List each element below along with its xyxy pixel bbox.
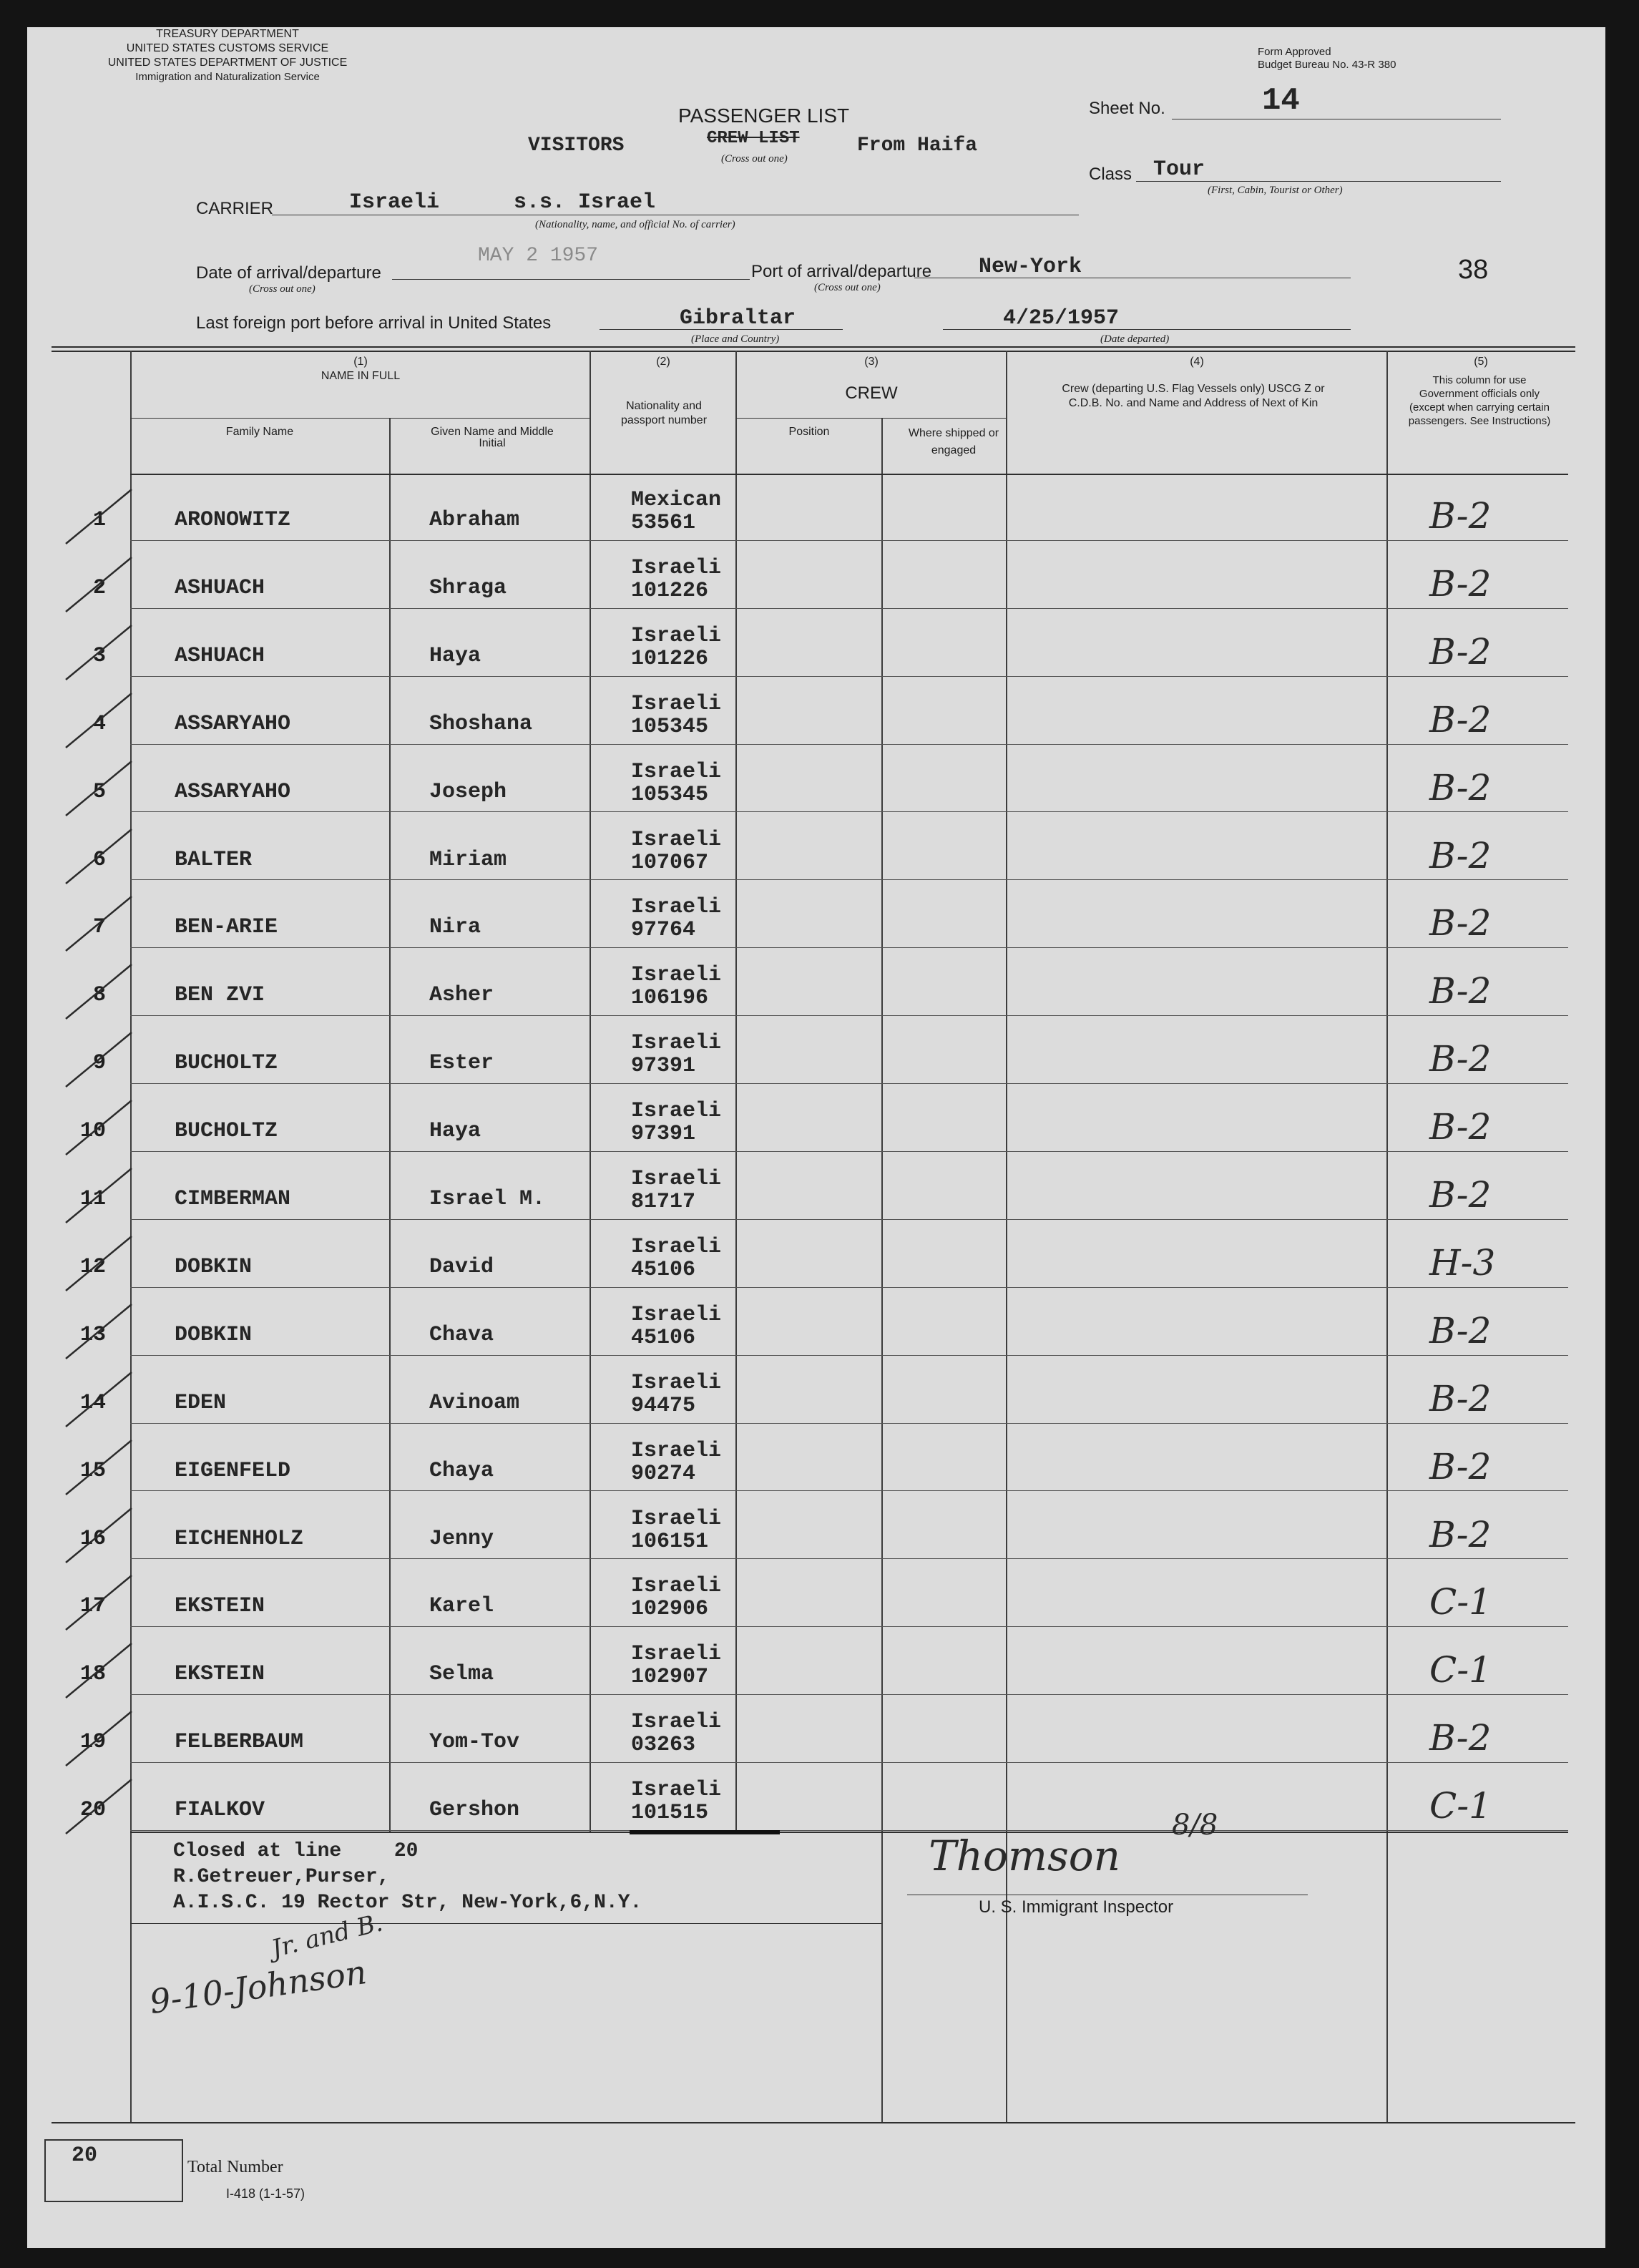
- status-code: B-2: [1429, 970, 1492, 1012]
- signature-date: 8/8: [1172, 1809, 1218, 1842]
- table-row: [27, 1560, 1572, 1628]
- last-port-label: Last foreign port before arrival in United States: [196, 313, 552, 333]
- row-divider: [130, 608, 1568, 609]
- cross-out-hint: (Cross out one): [721, 153, 788, 165]
- status-code: H-3: [1429, 1241, 1496, 1284]
- given-name: Haya: [429, 1119, 481, 1144]
- class-value: Tour: [1153, 157, 1205, 182]
- col2-title: Nationality and passport number: [620, 400, 708, 426]
- given-name-header: Given Name and Middle Initial: [431, 426, 554, 449]
- col4-number: (4): [1190, 356, 1204, 368]
- row-number: 19: [79, 1730, 106, 1755]
- passport-number: 105345: [631, 714, 709, 739]
- col3-number: (3): [864, 356, 879, 368]
- crew-header: CREW: [845, 383, 898, 403]
- given-name: Haya: [429, 643, 481, 668]
- passport-number: 106196: [631, 986, 709, 1011]
- passport-number: 107067: [631, 850, 709, 875]
- nationality: Israeli: [631, 555, 722, 580]
- sheet-number: 14: [1262, 83, 1300, 119]
- passport-number: 101226: [631, 646, 709, 671]
- form-approved-block: [1258, 46, 1396, 72]
- check-mark-icon: [59, 892, 137, 957]
- row-divider: [130, 1423, 1568, 1424]
- family-name: EIGENFELD: [175, 1458, 291, 1483]
- row-divider: [130, 1762, 1568, 1763]
- row-divider: [130, 1151, 1568, 1152]
- nationality: Israeli: [631, 623, 722, 648]
- status-code: B-2: [1429, 698, 1492, 740]
- row-number: 3: [92, 643, 106, 668]
- given-name: Miriam: [429, 847, 507, 872]
- family-name: ASHUACH: [175, 643, 265, 668]
- family-name: EKSTEIN: [175, 1594, 265, 1619]
- status-code: C-1: [1429, 1581, 1492, 1623]
- check-mark-icon: [59, 621, 137, 685]
- status-code: B-2: [1429, 902, 1492, 944]
- family-name: BUCHOLTZ: [175, 1119, 278, 1144]
- visitors-label: VISITORS: [528, 135, 625, 157]
- col2-number: (2): [656, 356, 670, 368]
- row-number: 9: [92, 1051, 106, 1076]
- given-name: Shoshana: [429, 711, 533, 736]
- row-number: 15: [79, 1458, 106, 1483]
- status-code: B-2: [1429, 1038, 1492, 1080]
- row-divider: [130, 879, 1568, 880]
- table-row: [27, 1357, 1572, 1424]
- annotation-note: 9-10-Johnson: [147, 1952, 369, 2021]
- check-mark-icon: [59, 1639, 137, 1704]
- row-number: 6: [92, 847, 106, 872]
- carrier-hint: (Nationality, name, and official No. of carrier): [535, 219, 735, 230]
- nationality: Israeli: [631, 1099, 722, 1124]
- status-code: B-2: [1429, 766, 1492, 808]
- table-row: [27, 813, 1572, 881]
- nationality: Israeli: [631, 895, 722, 920]
- closed-label: Closed at line: [173, 1840, 342, 1862]
- nationality: Israeli: [631, 1506, 722, 1531]
- given-name: Chava: [429, 1322, 494, 1347]
- table-row: [27, 746, 1572, 813]
- check-mark-icon: [59, 1164, 137, 1228]
- row-divider: [130, 1694, 1568, 1695]
- col1-header: [132, 355, 589, 383]
- family-name: BEN ZVI: [175, 983, 265, 1008]
- passport-number: 81717: [631, 1190, 696, 1214]
- nationality: Mexican: [631, 488, 722, 512]
- total-number-label: Total Number: [187, 2158, 283, 2176]
- passport-number: 90274: [631, 1461, 696, 1486]
- passport-number: 53561: [631, 511, 696, 535]
- check-mark-icon: [59, 1504, 137, 1568]
- passport-number: 03263: [631, 1733, 696, 1758]
- given-name: Yom-Tov: [429, 1730, 520, 1755]
- check-mark-icon: [59, 1300, 137, 1364]
- from-port: From Haifa: [857, 135, 978, 157]
- passport-number: 97391: [631, 1122, 696, 1147]
- nationality: Israeli: [631, 1778, 722, 1803]
- table-row: [27, 1492, 1572, 1560]
- given-name: Karel: [429, 1594, 494, 1619]
- budget-bureau: Budget Bureau No. 43-R 380: [1258, 59, 1396, 71]
- crew-list-label: CREW LIST: [707, 129, 800, 148]
- purser-name: R.Getreuer,Purser,: [173, 1866, 390, 1888]
- row-number: 8: [92, 983, 106, 1008]
- nationality: Israeli: [631, 1167, 722, 1191]
- row-number: 7: [92, 915, 106, 940]
- row-divider: [130, 744, 1568, 745]
- purser-address: A.I.S.C. 19 Rector Str, New-York,6,N.Y.: [173, 1892, 642, 1914]
- row-divider: [130, 540, 1568, 541]
- total-number-box: [44, 2139, 183, 2202]
- passport-number: 102907: [631, 1665, 709, 1690]
- status-code: B-2: [1429, 1445, 1492, 1487]
- given-name: Asher: [429, 983, 494, 1008]
- status-code: B-2: [1429, 630, 1492, 673]
- row-number: 13: [79, 1322, 106, 1347]
- check-mark-icon: [59, 825, 137, 889]
- table-row: [27, 542, 1572, 610]
- check-mark-icon: [59, 1368, 137, 1432]
- row-divider: [130, 1355, 1568, 1356]
- row-number: 4: [92, 711, 106, 736]
- agency-block: [56, 27, 399, 84]
- inspector-title: U. S. Immigrant Inspector: [979, 1897, 1174, 1917]
- given-name: Nira: [429, 915, 481, 940]
- family-name: ASSARYAHO: [175, 779, 291, 804]
- table-row: [27, 1424, 1572, 1492]
- family-name: CIMBERMAN: [175, 1187, 291, 1211]
- row-number: 11: [79, 1187, 106, 1211]
- given-name: Shraga: [429, 575, 507, 600]
- passport-number: 101226: [631, 578, 709, 603]
- row-number: 12: [79, 1254, 106, 1279]
- nationality: Israeli: [631, 1031, 722, 1056]
- row-divider: [130, 1015, 1568, 1016]
- closed-value: 20: [393, 1840, 419, 1862]
- check-mark-icon: [59, 1707, 137, 1771]
- row-divider: [130, 1219, 1568, 1220]
- status-code: B-2: [1429, 1377, 1492, 1419]
- form-title: PASSENGER LIST: [678, 104, 850, 127]
- status-code: B-2: [1429, 834, 1492, 876]
- agency-line-1: TREASURY DEPARTMENT: [156, 28, 299, 40]
- agency-line-2: UNITED STATES CUSTOMS SERVICE: [126, 42, 329, 54]
- family-name: BEN-ARIE: [175, 915, 278, 940]
- nationality: Israeli: [631, 759, 722, 784]
- check-mark-icon: [59, 485, 137, 549]
- row-divider: [130, 1083, 1568, 1084]
- check-mark-icon: [59, 960, 137, 1025]
- passport-number: 106151: [631, 1529, 709, 1554]
- passport-number: 94475: [631, 1393, 696, 1418]
- last-port-hint: (Place and Country): [691, 333, 780, 345]
- given-name: Israel M.: [429, 1187, 546, 1211]
- status-code: B-2: [1429, 1717, 1492, 1759]
- date-departed: 4/25/1957: [1003, 306, 1120, 331]
- closed-at-line: [173, 1840, 418, 1862]
- agency-line-4: Immigration and Naturalization Service: [135, 71, 320, 83]
- stamp-number: 38: [1458, 255, 1489, 285]
- check-mark-icon: [59, 553, 137, 617]
- position-header: Position: [788, 426, 830, 438]
- family-name: EDEN: [175, 1390, 227, 1415]
- check-mark-icon: [59, 689, 137, 753]
- row-number: 17: [79, 1594, 106, 1619]
- annotation-initials: Jr. and B.: [268, 1908, 386, 1964]
- row-divider: [130, 947, 1568, 948]
- nationality: Israeli: [631, 1234, 722, 1259]
- table-row: [27, 1764, 1572, 1832]
- table-row: [27, 1289, 1572, 1357]
- row-number: 14: [79, 1390, 106, 1415]
- status-code: B-2: [1429, 495, 1492, 537]
- nationality: Israeli: [631, 827, 722, 852]
- row-number: 20: [79, 1798, 106, 1823]
- family-name: DOBKIN: [175, 1322, 253, 1347]
- nationality: Israeli: [631, 1370, 722, 1395]
- row-divider: [130, 1490, 1568, 1491]
- table-row: [27, 474, 1572, 542]
- port-label: Port of arrival/departure: [751, 262, 932, 281]
- row-divider: [130, 1287, 1568, 1288]
- passport-number: 45106: [631, 1325, 696, 1350]
- nationality: Israeli: [631, 1710, 722, 1735]
- status-code: B-2: [1429, 1513, 1492, 1555]
- family-name: FELBERBAUM: [175, 1730, 304, 1755]
- status-code: B-2: [1429, 1309, 1492, 1351]
- nationality: Israeli: [631, 1438, 722, 1463]
- given-name: Joseph: [429, 779, 507, 804]
- check-mark-icon: [59, 1028, 137, 1093]
- row-number: 5: [92, 779, 106, 804]
- nationality: Israeli: [631, 963, 722, 988]
- given-name: Abraham: [429, 508, 520, 532]
- class-label: Class: [1089, 165, 1132, 184]
- family-name: BUCHOLTZ: [175, 1051, 278, 1076]
- carrier-vessel: s.s. Israel: [514, 190, 656, 215]
- table-row: [27, 1696, 1572, 1764]
- nationality: Israeli: [631, 691, 722, 716]
- given-name: Avinoam: [429, 1390, 520, 1415]
- date-label: Date of arrival/departure: [196, 263, 381, 283]
- given-name: Gershon: [429, 1798, 520, 1823]
- family-name: ASSARYAHO: [175, 711, 291, 736]
- family-name: EICHENHOLZ: [175, 1526, 304, 1551]
- port-hint: (Cross out one): [814, 282, 881, 293]
- date-departed-hint: (Date departed): [1100, 333, 1170, 345]
- check-mark-icon: [59, 1232, 137, 1296]
- passport-number: 97391: [631, 1054, 696, 1079]
- row-number: 16: [79, 1526, 106, 1551]
- row-divider: [130, 1626, 1568, 1627]
- last-port-value: Gibraltar: [680, 306, 796, 331]
- carrier-nationality: Israeli: [349, 190, 440, 215]
- row-number: 10: [79, 1119, 106, 1144]
- nationality: Israeli: [631, 1302, 722, 1327]
- col5-title: This column for use Government officials only (except when carrying certain passengers. See Instructions): [1408, 374, 1551, 427]
- family-name: FIALKOV: [175, 1798, 265, 1823]
- form-number: I-418 (1-1-57): [226, 2186, 305, 2201]
- carrier-label: CARRIER: [196, 199, 274, 218]
- inspector-signature: Thomson: [929, 1832, 1120, 1880]
- table-row: [27, 610, 1572, 678]
- table-row: [27, 1153, 1572, 1221]
- manifest-page: [27, 27, 1605, 2248]
- row-divider: [130, 1558, 1568, 1559]
- class-hint: (First, Cabin, Tourist or Other): [1208, 185, 1343, 196]
- row-divider: [130, 811, 1568, 812]
- passport-number: 102906: [631, 1597, 709, 1622]
- table-row: [27, 678, 1572, 746]
- port-value: New-York: [979, 255, 1082, 279]
- status-code: C-1: [1429, 1649, 1492, 1691]
- table-row: [27, 1221, 1572, 1289]
- passport-number: 97764: [631, 918, 696, 943]
- passport-number: 105345: [631, 782, 709, 807]
- family-name: BALTER: [175, 847, 253, 872]
- col1-number: (1): [353, 356, 368, 368]
- col1-title: NAME IN FULL: [321, 370, 401, 382]
- family-name: ARONOWITZ: [175, 508, 291, 532]
- nationality: Israeli: [631, 1574, 722, 1599]
- given-name: Chaya: [429, 1458, 494, 1483]
- row-number: 2: [92, 575, 106, 600]
- family-name: DOBKIN: [175, 1254, 253, 1279]
- given-name: Jenny: [429, 1526, 494, 1551]
- row-number: 18: [79, 1662, 106, 1687]
- form-approved: Form Approved: [1258, 46, 1331, 58]
- date-hint: (Cross out one): [249, 283, 315, 295]
- status-code: B-2: [1429, 562, 1492, 605]
- nationality: Israeli: [631, 1642, 722, 1667]
- check-mark-icon: [59, 757, 137, 821]
- passport-number: 45106: [631, 1257, 696, 1282]
- status-code: B-2: [1429, 1106, 1492, 1148]
- status-code: C-1: [1429, 1785, 1492, 1827]
- family-name: EKSTEIN: [175, 1662, 265, 1687]
- row-number: 1: [92, 508, 106, 532]
- family-name-header: Family Name: [225, 426, 294, 438]
- given-name: Selma: [429, 1662, 494, 1687]
- passport-number: 101515: [631, 1801, 709, 1826]
- given-name: David: [429, 1254, 494, 1279]
- table-row: [27, 949, 1572, 1017]
- row-divider: [130, 676, 1568, 677]
- status-code: B-2: [1429, 1174, 1492, 1216]
- check-mark-icon: [59, 1775, 137, 1839]
- total-number-value: 20: [72, 2144, 98, 2168]
- agency-line-3: UNITED STATES DEPARTMENT OF JUSTICE: [107, 57, 348, 69]
- sheet-label: Sheet No.: [1089, 99, 1165, 118]
- check-mark-icon: [59, 1436, 137, 1500]
- where-shipped-header: Where shipped or engaged: [908, 427, 999, 456]
- col5-number: (5): [1474, 356, 1488, 368]
- family-name: ASHUACH: [175, 575, 265, 600]
- table-row: [27, 1017, 1572, 1085]
- table-row: [27, 881, 1572, 949]
- col4-title: Crew (departing U.S. Flag Vessels only) USCG Z or C.D.B. No. and Name and Address of Next of Kin: [1062, 383, 1325, 409]
- row-divider: [130, 1830, 1568, 1831]
- check-mark-icon: [59, 1096, 137, 1160]
- table-row: [27, 1628, 1572, 1696]
- table-row: [27, 1085, 1572, 1153]
- arrival-date-stamp: MAY 2 1957: [478, 245, 599, 267]
- given-name: Ester: [429, 1051, 494, 1076]
- check-mark-icon: [59, 1571, 137, 1636]
